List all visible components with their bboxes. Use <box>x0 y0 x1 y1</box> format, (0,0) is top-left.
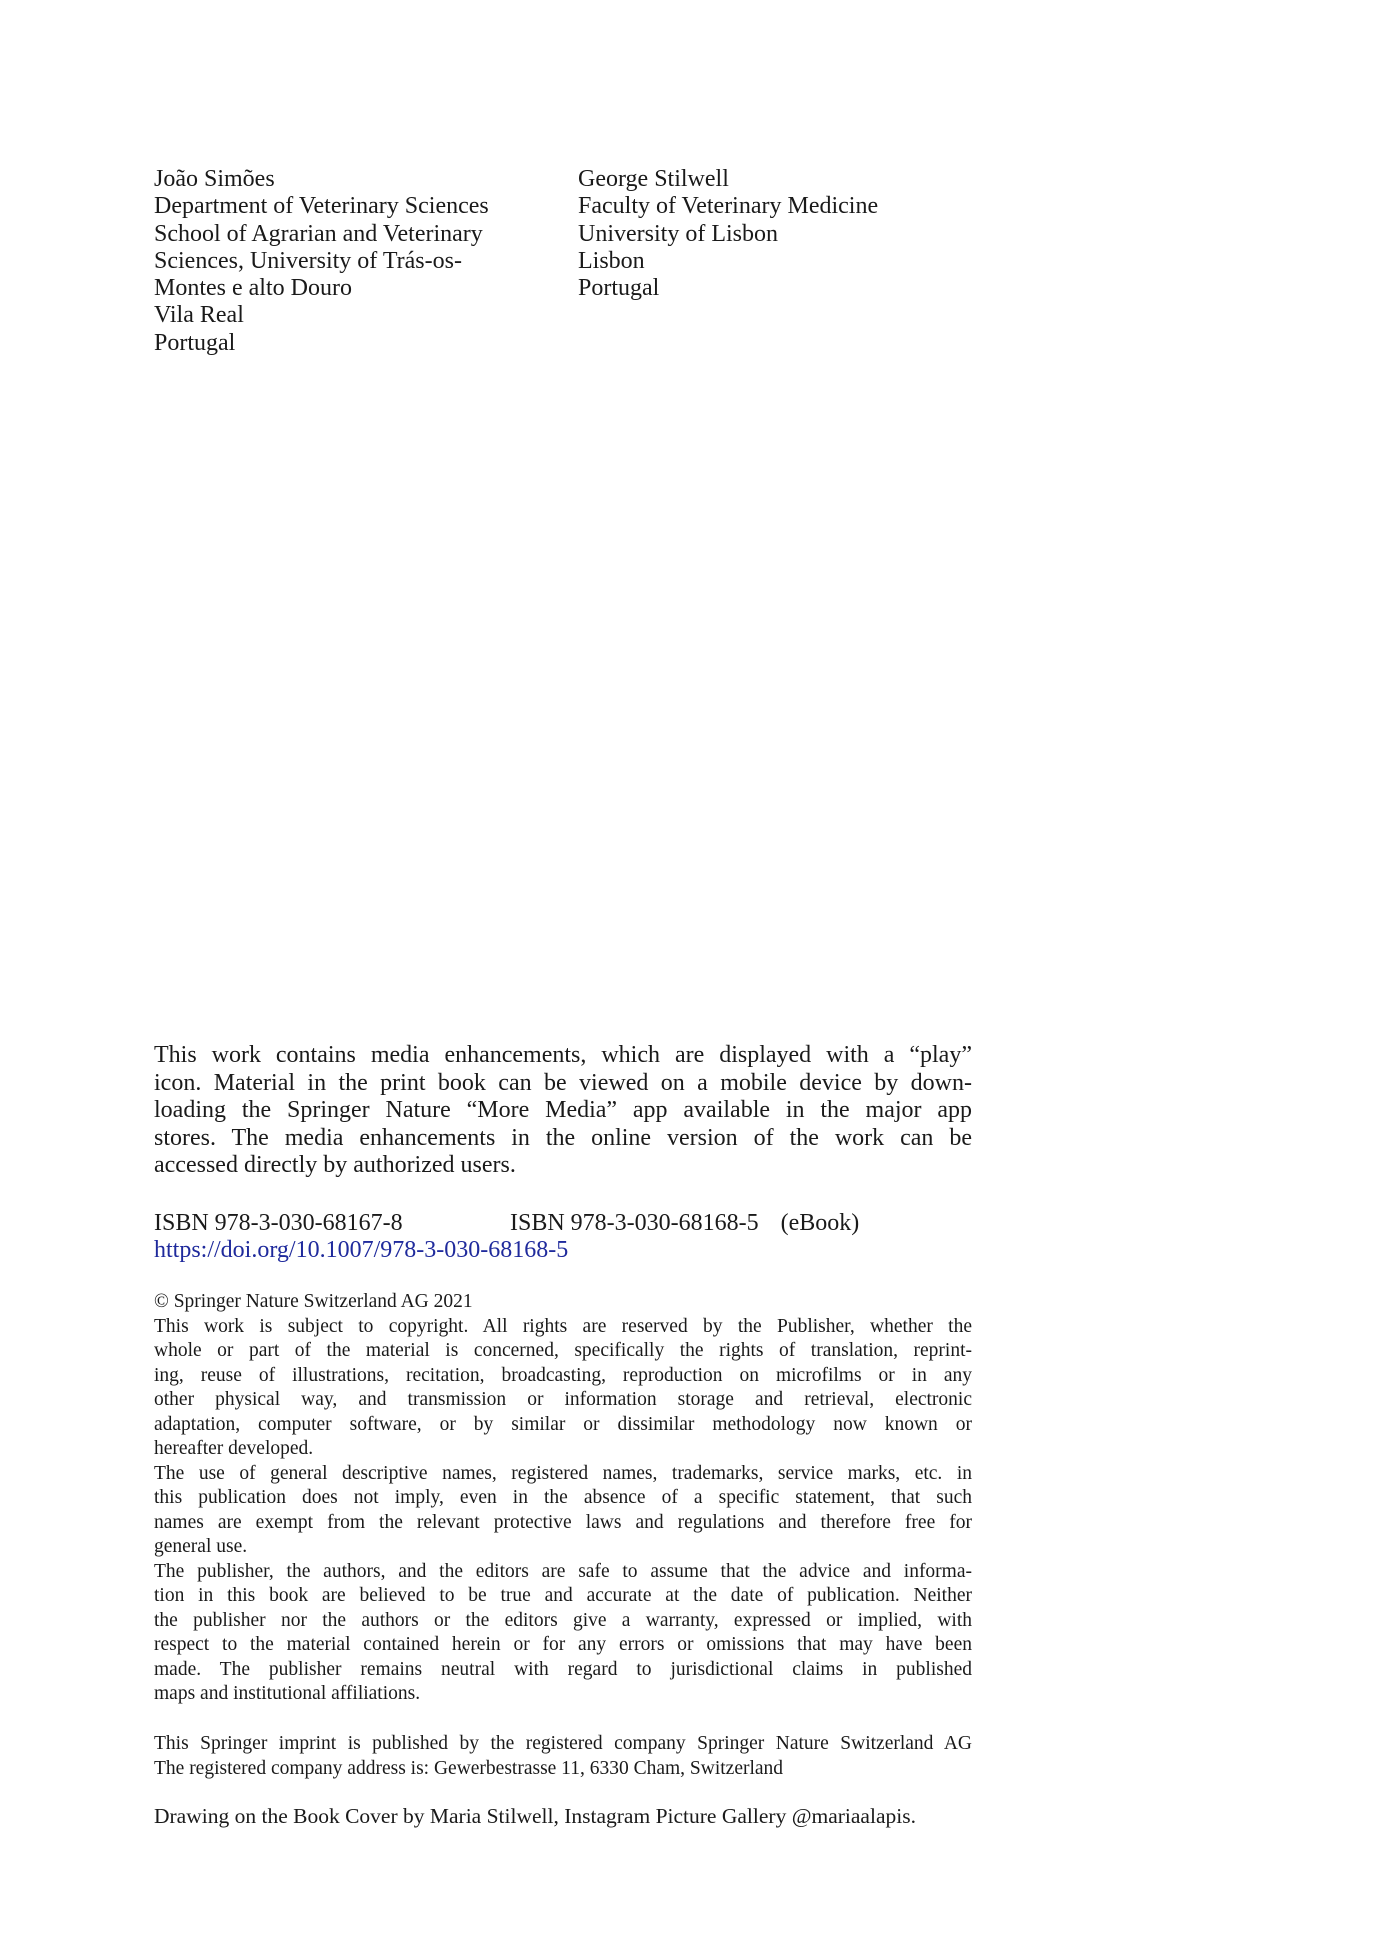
isbn-print: ISBN 978-3-030-68167-8 <box>154 1210 403 1236</box>
editor-name: George Stilwell <box>578 166 729 192</box>
copyright-line: the publisher nor the authors or the editors give a warranty, expressed or implied, with <box>154 1609 972 1631</box>
editor-affiliation-line: University of Lisbon <box>578 220 778 247</box>
copyright-line: hereafter developed. <box>154 1438 314 1459</box>
editor-affiliation-line: Portugal <box>154 329 236 356</box>
copyright-line: made. The publisher remains neutral with regard to jurisdictional claims in published <box>154 1658 972 1680</box>
isbn-ebook: ISBN 978-3-030-68168-5 <box>510 1210 759 1236</box>
copyright-line: The publisher, the authors, and the editors are safe to assume that the advice and informa- <box>154 1560 972 1582</box>
copyright-line: The use of general descriptive names, registered names, trademarks, service marks, etc. in <box>154 1462 972 1484</box>
editor-affiliation-line: Vila Real <box>154 302 244 329</box>
copyright-line: other physical way, and transmission or information storage and retrieval, electronic <box>154 1389 972 1410</box>
editor-affiliation-line: Portugal <box>578 275 660 302</box>
media-note-line: This work contains media enhancements, which are displayed with a “play” <box>154 1042 972 1068</box>
media-enhancements-note <box>154 1042 972 1180</box>
copyright-line: tion in this book are believed to be true and accurate at the date of publication. Neither <box>154 1585 972 1606</box>
copyright-line: © Springer Nature Switzerland AG 2021 <box>154 1291 473 1312</box>
cover-credit: Drawing on the Book Cover by Maria Stilwell, Instagram Picture Gallery @mariaalapis. <box>154 1804 916 1828</box>
editor-block-joao-simoes <box>154 166 554 357</box>
copyright-line: whole or part of the material is concerned, specifically the rights of translation, reprint- <box>154 1340 972 1361</box>
copyright-notice <box>154 1290 972 1707</box>
media-note-line: accessed directly by authorized users. <box>154 1152 516 1178</box>
copyright-line: names are exempt from the relevant protective laws and regulations and therefore free for <box>154 1511 972 1533</box>
imprint-line: The registered company address is: Gewerbestrasse 11, 6330 Cham, Switzerland <box>154 1757 784 1779</box>
media-note-line: icon. Material in the print book can be viewed on a mobile device by down- <box>154 1069 972 1096</box>
editor-affiliation-line: School of Agrarian and Veterinary <box>154 220 483 247</box>
copyright-line: this publication does not imply, even in the absence of a specific statement, that such <box>154 1487 972 1508</box>
copyright-line: maps and institutional affiliations. <box>154 1683 421 1704</box>
doi-link[interactable]: https://doi.org/10.1007/978-3-030-68168-5 <box>154 1237 569 1263</box>
doi-row <box>154 1237 972 1264</box>
copyright-line: ing, reuse of illustrations, recitation, broadcasting, reproduction on microfilms or in any <box>154 1364 972 1386</box>
copyright-line: respect to the material contained herein or for any errors or omissions that may have been <box>154 1634 972 1655</box>
editor-block-george-stilwell <box>578 166 998 302</box>
copyright-line: This work is subject to copyright. All rights are reserved by the Publisher, whether the <box>154 1315 972 1337</box>
isbn-block <box>154 1210 972 1264</box>
publisher-imprint <box>154 1732 972 1781</box>
isbn-ebook-tag: (eBook) <box>780 1210 860 1236</box>
editor-affiliation-line: Montes e alto Douro <box>154 275 352 302</box>
media-note-line: stores. The media enhancements in the online version of the work can be <box>154 1124 972 1151</box>
copyright-line: general use. <box>154 1536 248 1557</box>
editor-affiliation-line: Department of Veterinary Sciences <box>154 193 489 220</box>
copyright-line: adaptation, computer software, or by similar or dissimilar methodology now known or <box>154 1413 972 1435</box>
isbn-row <box>154 1210 972 1237</box>
imprint-line: This Springer imprint is published by the registered company Springer Nature Switzerland AG <box>154 1733 972 1754</box>
editor-affiliation-line: Sciences, University of Trás-os- <box>154 247 462 274</box>
editor-name: João Simões <box>154 166 275 192</box>
editor-affiliation-line: Faculty of Veterinary Medicine <box>578 193 879 220</box>
editor-affiliation-line: Lisbon <box>578 247 645 274</box>
media-note-line: loading the Springer Nature “More Media” app available in the major app <box>154 1097 972 1123</box>
